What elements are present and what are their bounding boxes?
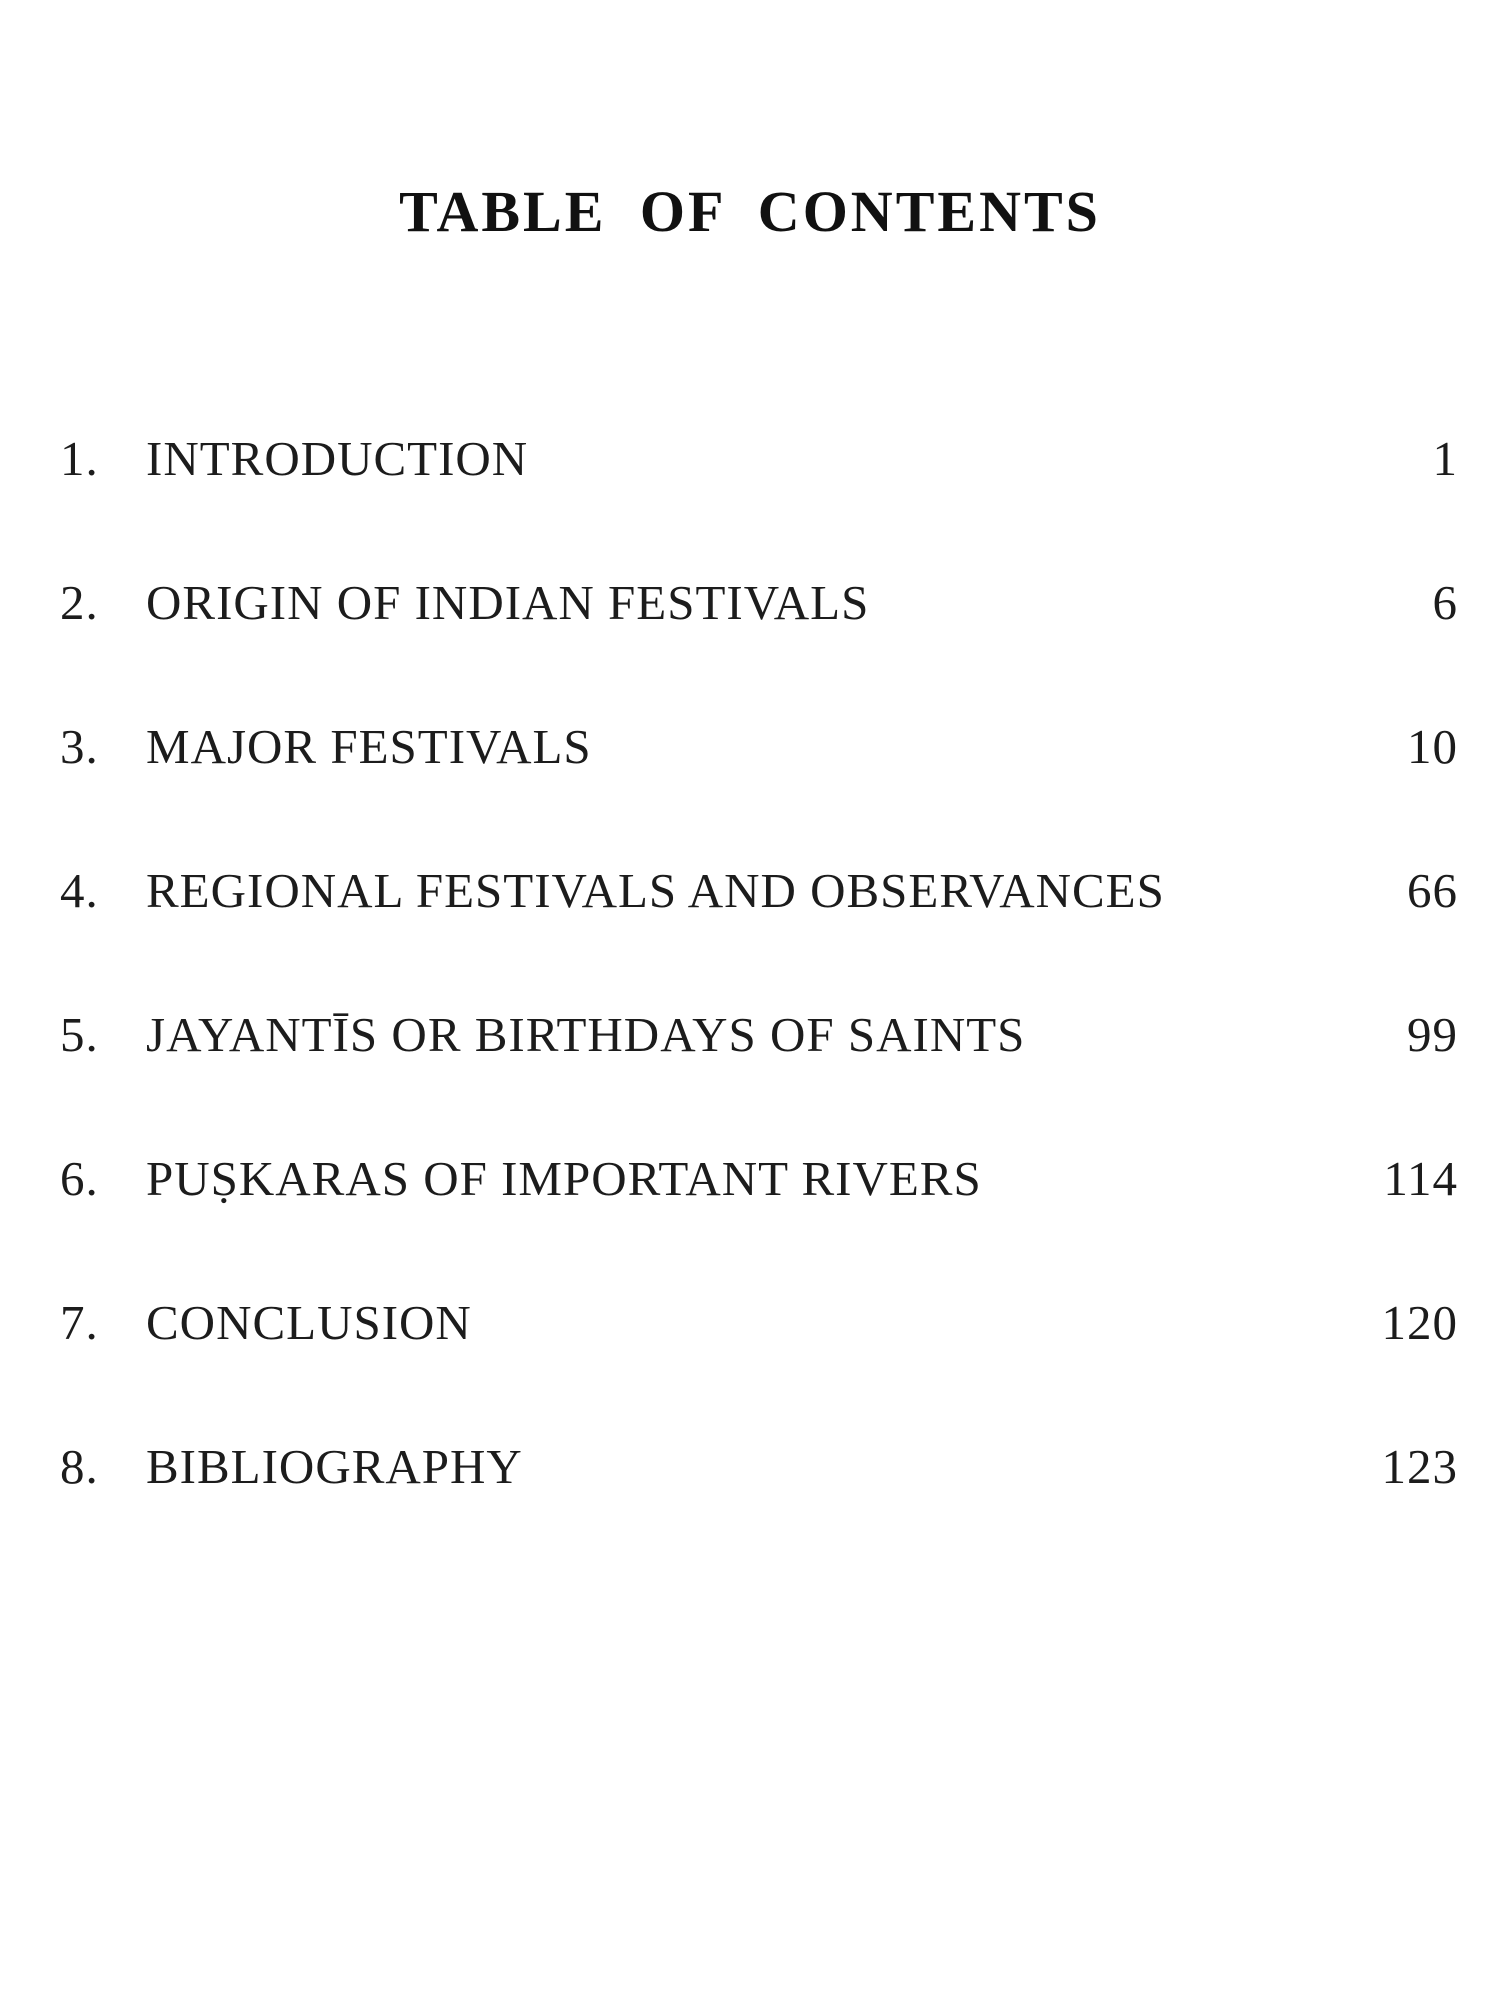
toc-entry-number: 6. (60, 1151, 99, 1206)
toc-entry-label: PUṢKARAS OF IMPORTANT RIVERS (146, 1151, 982, 1206)
toc-entry (60, 1438, 1458, 1582)
toc-entry (60, 1294, 1458, 1438)
toc-entry-number: 8. (60, 1439, 99, 1494)
toc-entry-label: ORIGIN OF INDIAN FESTIVALS (146, 575, 870, 630)
page-title: TABLE OF CONTENTS (399, 179, 1101, 244)
toc-entry-page: 6 (1432, 575, 1458, 630)
toc-entry-number: 7. (60, 1295, 99, 1350)
toc-entry (60, 1006, 1458, 1150)
toc-entry-page: 1 (1432, 431, 1458, 486)
toc-entry-page: 99 (1407, 1007, 1458, 1062)
toc-entry-label: MAJOR FESTIVALS (146, 719, 592, 774)
toc-entry (60, 718, 1458, 862)
toc-entry (60, 574, 1458, 718)
toc-list (60, 430, 1458, 1582)
toc-entry-number: 5. (60, 1007, 99, 1062)
toc-entry-page: 114 (1383, 1151, 1458, 1206)
toc-entry (60, 862, 1458, 1006)
toc-entry-label: BIBLIOGRAPHY (146, 1439, 523, 1494)
toc-entry (60, 1150, 1458, 1294)
toc-entry-number: 1. (60, 431, 99, 486)
toc-entry-label: REGIONAL FESTIVALS AND OBSERVANCES (146, 863, 1165, 918)
toc-entry-page: 120 (1381, 1295, 1458, 1350)
toc-entry-page: 10 (1407, 719, 1458, 774)
toc-entry-number: 4. (60, 863, 99, 918)
toc-entry-label: INTRODUCTION (146, 431, 529, 486)
toc-entry-number: 2. (60, 575, 99, 630)
toc-entry (60, 430, 1458, 574)
toc-entry-label: JAYANTĪS OR BIRTHDAYS OF SAINTS (146, 1007, 1026, 1062)
toc-entry-label: CONCLUSION (146, 1295, 472, 1350)
toc-entry-page: 123 (1381, 1439, 1458, 1494)
toc-entry-number: 3. (60, 719, 99, 774)
toc-entry-page: 66 (1407, 863, 1458, 918)
